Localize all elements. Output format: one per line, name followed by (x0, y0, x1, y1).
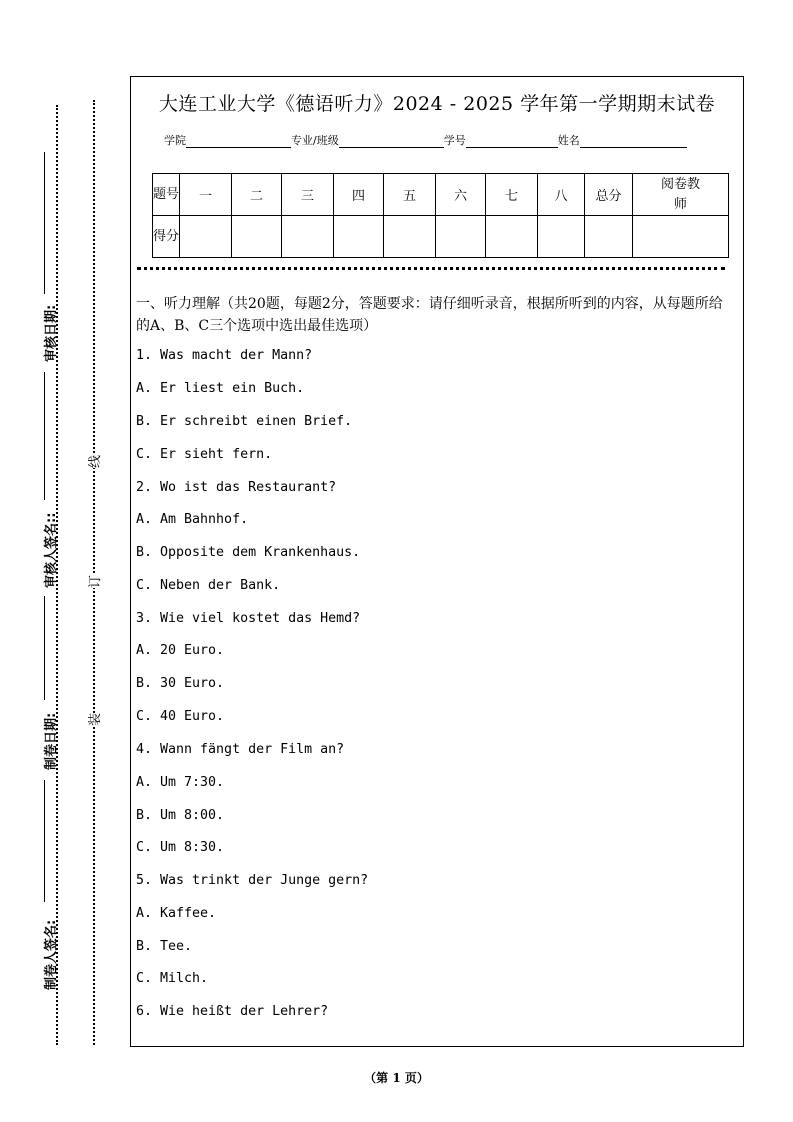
binding-char-bind: 装 (82, 713, 105, 726)
dotted-line-inner (93, 100, 95, 1045)
question-line: 6. Wie heißt der Lehrer? (136, 1004, 329, 1019)
option-line: A. Um 7:30. (136, 775, 225, 790)
college-label: 学院 (164, 134, 186, 147)
col-6: 六 (436, 174, 486, 216)
option-line: A. Am Bahnhof. (136, 512, 249, 527)
col-4: 四 (334, 174, 384, 216)
question-number-label: 题号 (153, 174, 180, 216)
question-line: 2. Wo ist das Restaurant? (136, 480, 337, 495)
score-cell[interactable] (282, 216, 334, 258)
option-line: B. Er schreibt einen Brief. (136, 414, 353, 429)
sign-line-review-date (44, 152, 45, 294)
option-line: A. Kaffee. (136, 906, 217, 921)
score-cell[interactable] (384, 216, 436, 258)
option-line: C. Milch. (136, 971, 209, 986)
binding-char-staple: 订 (82, 575, 105, 588)
major-blank[interactable] (339, 135, 444, 148)
question-line: 1. Was macht der Mann? (136, 348, 313, 363)
option-line: C. Um 8:30. (136, 840, 225, 855)
score-cell[interactable] (232, 216, 282, 258)
option-line: A. Er liest ein Buch. (136, 381, 305, 396)
col-2: 二 (232, 174, 282, 216)
score-cell[interactable] (585, 216, 633, 258)
score-cell[interactable] (486, 216, 538, 258)
name-label: 姓名 (557, 134, 580, 147)
sign-line-maker (44, 780, 45, 902)
col-total: 总分 (585, 174, 633, 216)
question-line: 4. Wann fängt der Film an? (136, 742, 345, 757)
option-line: B. Opposite dem Krankenhaus. (136, 545, 361, 560)
sign-line-reviewer (44, 372, 45, 500)
option-line: B. Tee. (136, 939, 193, 954)
score-table-header-row (153, 174, 729, 216)
student-info-row (164, 132, 687, 148)
student-id-label: 学号 (443, 134, 466, 147)
score-label: 得分 (153, 216, 180, 258)
student-id-blank[interactable] (466, 135, 558, 148)
score-cell[interactable] (334, 216, 384, 258)
question-line: 3. Wie viel kostet das Hemd? (136, 611, 361, 626)
sign-line-make-date (44, 596, 45, 700)
score-table (152, 173, 729, 258)
reviewer-sign-label: 审核人签名:: (44, 512, 59, 588)
option-line: C. Er sieht fern. (136, 447, 273, 462)
option-line: C. 40 Euro. (136, 709, 225, 724)
option-line: A. 20 Euro. (136, 643, 225, 658)
dotted-separator (137, 267, 725, 270)
exam-title: 大连工业大学《德语听力》2024 - 2025 学年第一学期期末试卷 (158, 93, 716, 115)
score-cell[interactable] (180, 216, 232, 258)
major-label: 专业/班级 (291, 134, 339, 147)
review-date-label: 审核日期: (44, 304, 59, 362)
score-table-score-row (153, 216, 729, 258)
col-1: 一 (180, 174, 232, 216)
binding-char-line: 线 (82, 455, 105, 468)
col-grader-label: 阅卷教师 (660, 176, 700, 212)
section-instructions: 一、听力理解（共20题，每题2分，答题要求：请仔细听录音，根据所听到的内容，从每题所给的A、B、C三个选项中选出最佳选项） (136, 296, 723, 334)
make-date-label: 制卷日期: (44, 712, 59, 770)
option-line: B. Um 8:00. (136, 808, 225, 823)
col-8: 八 (538, 174, 585, 216)
college-blank[interactable] (186, 135, 291, 148)
score-cell[interactable] (538, 216, 585, 258)
col-7: 七 (486, 174, 538, 216)
question-line: 5. Was trinkt der Junge gern? (136, 873, 369, 888)
col-3: 三 (282, 174, 334, 216)
col-grader (633, 174, 729, 216)
option-line: B. 30 Euro. (136, 676, 225, 691)
option-line: C. Neben der Bank. (136, 578, 281, 593)
name-blank[interactable] (580, 135, 687, 148)
score-cell[interactable] (633, 216, 729, 258)
dotted-line-outer (56, 105, 58, 1045)
col-5: 五 (384, 174, 436, 216)
maker-sign-label: 制卷人签名: (44, 919, 59, 990)
score-cell[interactable] (436, 216, 486, 258)
exam-frame (130, 76, 744, 1047)
page-number: （第 1 页） (364, 1071, 429, 1085)
